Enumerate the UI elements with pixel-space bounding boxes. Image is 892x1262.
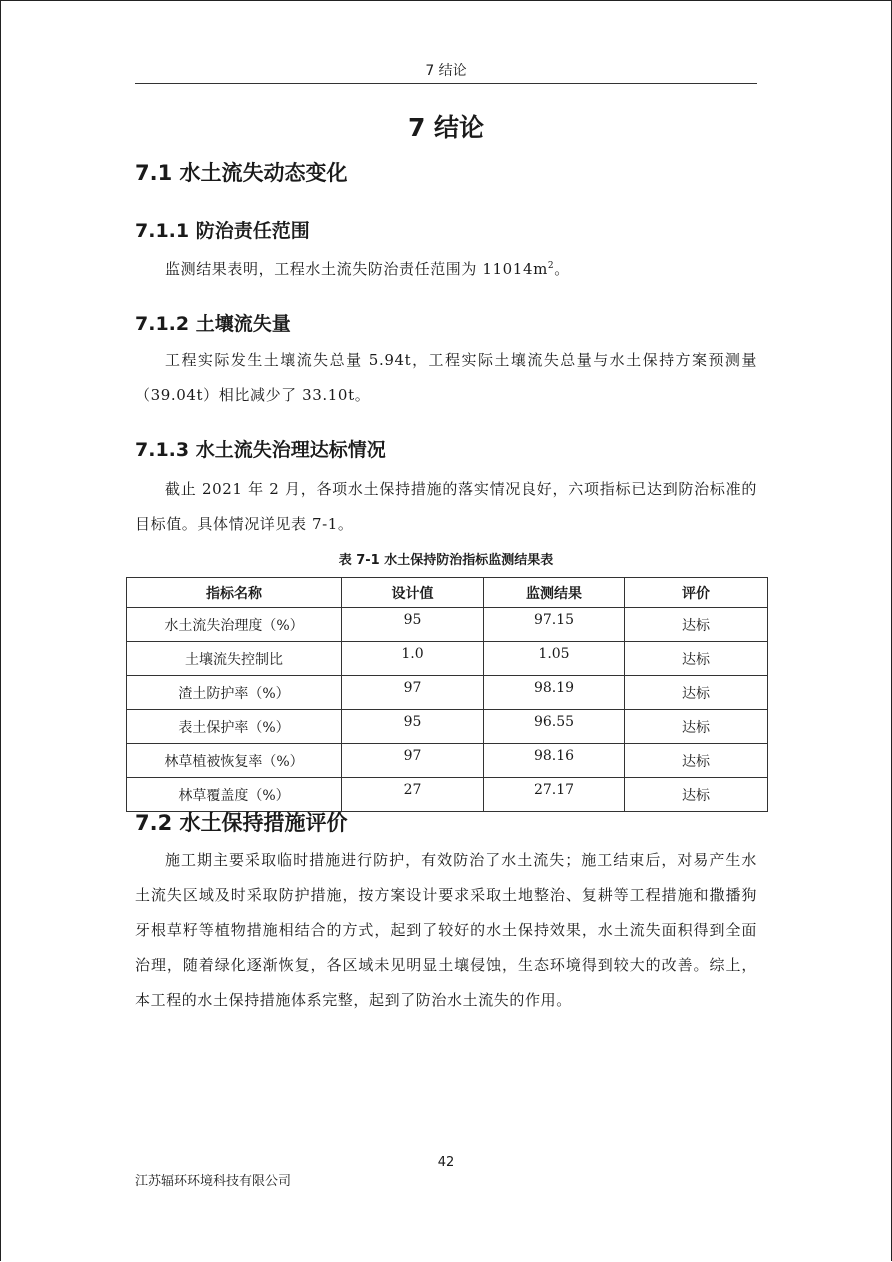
section-7-1-2-heading: 7.1.2 土壤流失量 [135,313,291,335]
table-row [127,676,768,710]
section-7-1-1-text-end: 。 [554,260,570,278]
design-value-cell: 27 [342,778,484,812]
section-7-2-heading: 7.2 水土保持措施评价 [135,811,348,835]
results-table [126,577,768,812]
table-row [127,710,768,744]
table-header-cell: 指标名称 [127,578,342,608]
page-number: 42 [437,1155,455,1170]
design-value-cell: 1.0 [342,642,484,676]
section-7-1-1-paragraph [135,252,757,287]
section-7-1-1-text: 监测结果表明，工程水土流失防治责任范围为 11014m [165,260,548,278]
running-header: 7 结论 [425,63,467,79]
monitoring-result-cell: 98.19 [484,676,625,710]
design-value-cell: 97 [342,676,484,710]
indicator-name-cell: 土壤流失控制比 [127,642,342,676]
design-value-cell: 97 [342,744,484,778]
footer-company: 江苏辐环环境科技有限公司 [135,1174,292,1189]
table-header-row [127,578,768,608]
monitoring-result-cell: 1.05 [484,642,625,676]
section-7-1-3-paragraph: 截止 2021 年 2 月，各项水土保持措施的落实情况良好，六项指标已达到防治标准的目标值。具体情况详见表 7-1。 [135,480,757,533]
table-row [127,744,768,778]
table-header-cell: 监测结果 [484,578,625,608]
indicator-name-cell: 渣土防护率（%） [127,676,342,710]
evaluation-cell: 达标 [625,642,768,676]
evaluation-cell: 达标 [625,744,768,778]
section-7-1-1-heading: 7.1.1 防治责任范围 [135,220,310,242]
evaluation-cell: 达标 [625,676,768,710]
indicator-name-cell: 林草植被恢复率（%） [127,744,342,778]
design-value-cell: 95 [342,710,484,744]
chapter-title: 7 结论 [407,113,485,142]
monitoring-result-cell: 27.17 [484,778,625,812]
header-rule [135,83,757,84]
monitoring-result-cell: 98.16 [484,744,625,778]
indicator-name-cell: 林草覆盖度（%） [127,778,342,812]
monitoring-result-cell: 97.15 [484,608,625,642]
table-row [127,642,768,676]
table-header-cell: 设计值 [342,578,484,608]
evaluation-cell: 达标 [625,778,768,812]
section-7-1-2-paragraph: 工程实际发生土壤流失总量 5.94t，工程实际土壤流失总量与水土保持方案预测量（39.04t）相比减少了 33.10t。 [135,351,757,404]
table-header-cell: 评价 [625,578,768,608]
indicator-name-cell: 水土流失治理度（%） [127,608,342,642]
section-7-1-3-heading: 7.1.3 水土流失治理达标情况 [135,439,386,461]
design-value-cell: 95 [342,608,484,642]
section-7-1-heading: 7.1 水土流失动态变化 [135,161,348,185]
section-7-2-paragraph: 施工期主要采取临时措施进行防护，有效防治了水土流失；施工结束后，对易产生水土流失区域及时采取防护措施，按方案设计要求采取土地整治、复耕等工程措施和撒播狗牙根草籽等植物措施相结合的方式，起到了较好的水土保持效果，水土流失面积得到全面治理，随着绿化逐渐恢复，各区域未见明显土壤侵蚀，生态环境得到较大的改善。综上，本工程的水土保持措施体系完整，起到了防治水土流失的作用。 [135,851,757,1009]
indicator-name-cell: 表土保护率（%） [127,710,342,744]
area-unit-superscript: 2 [547,261,555,271]
table-caption: 表 7-1 水土保持防治指标监测结果表 [338,553,554,568]
monitoring-result-cell: 96.55 [484,710,625,744]
evaluation-cell: 达标 [625,710,768,744]
evaluation-cell: 达标 [625,608,768,642]
table-row [127,608,768,642]
